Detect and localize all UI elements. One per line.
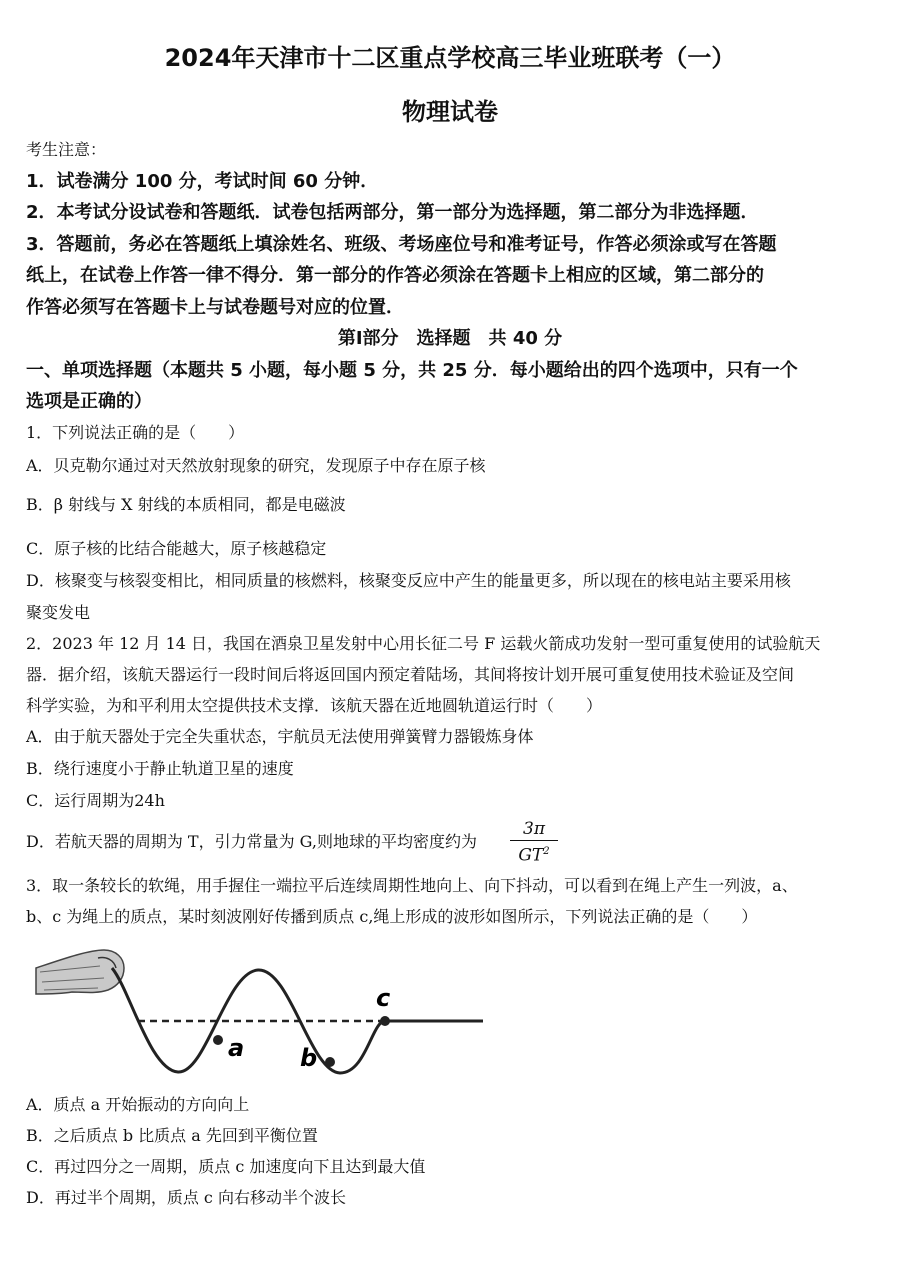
q1-option-a: A．贝克勒尔通过对天然放射现象的研究，发现原子中存在原子核: [26, 456, 486, 475]
section-intro-cont: 选项是正确的）: [26, 391, 152, 412]
notice-item-1: 1．试卷满分 100 分，考试时间 60 分钟．: [26, 171, 379, 192]
label-a: a: [228, 1034, 245, 1062]
q3-stem-cont: b、c 为绳上的质点，某时刻波刚好传播到质点 c,绳上形成的波形如图所示，下列说法正确的是（ ）: [26, 907, 758, 926]
q1-option-d-cont: 聚变发电: [26, 603, 91, 622]
hand-illustration: [36, 950, 124, 994]
label-c: c: [376, 984, 391, 1012]
q1-option-c: C．原子核的比结合能越大，原子核越稳定: [26, 539, 327, 558]
point-c: [380, 1016, 390, 1026]
q2-stem-end: 科学实验，为和平利用太空提供技术支撑．该航天器在近地圆轨道运行时（ ）: [26, 696, 603, 715]
q2-stem-cont: 器．据介绍，该航天器运行一段时间后将返回国内预定着陆场，其间将按计划开展可重复使用技术验证及空间: [26, 665, 795, 684]
point-a: [213, 1035, 223, 1045]
q2-option-c: C．运行周期为24h: [26, 791, 165, 810]
q1-stem: 1．下列说法正确的是（ ）: [26, 423, 245, 442]
point-b: [325, 1057, 335, 1067]
notice-item-3: 3．答题前，务必在答题纸上填涂姓名、班级、考场座位号和准考证号，作答必须涂或写在答题: [26, 234, 777, 255]
notice-heading: 考生注意：: [26, 140, 107, 159]
section-intro: 一、单项选择题（本题共 5 小题，每小题 5 分，共 25 分．每小题给出的四个选项中，只有一个: [26, 360, 798, 381]
notice-item-3-end: 作答必须写在答题卡上与试卷题号对应的位置．: [26, 297, 404, 318]
q2-option-b: B．绕行速度小于静止轨道卫星的速度: [26, 759, 294, 778]
label-b: b: [300, 1044, 318, 1072]
q2-option-a: A．由于航天器处于完全失重状态，宇航员无法使用弹簧臂力器锻炼身体: [26, 727, 534, 746]
fraction-numerator: 3π: [523, 819, 545, 839]
q1-option-b: B．β 射线与 X 射线的本质相同，都是电磁波: [26, 495, 346, 514]
notice-item-2: 2．本考试分设试卷和答题纸．试卷包括两部分，第一部分为选择题，第二部分为非选择题．: [26, 202, 759, 223]
q2-option-d: D．若航天器的周期为 T，引力常量为 G,则地球的平均密度约为: [26, 832, 477, 851]
exam-subtitle: 物理试卷: [402, 98, 498, 126]
section-title: 第Ⅰ部分 选择题 共 40 分: [337, 328, 563, 349]
q3-stem: 3．取一条较长的软绳，用手握住一端拉平后连续周期性地向上、向下抖动，可以看到在绳上产生一列波，a、: [26, 876, 798, 895]
q1-option-d: D．核聚变与核裂变相比，相同质量的核燃料，核聚变反应中产生的能量更多，所以现在的核电站主要采用核: [26, 571, 791, 590]
q3-option-b: B．之后质点 b 比质点 a 先回到平衡位置: [26, 1126, 318, 1145]
fraction-den-exponent: 2: [543, 846, 550, 857]
q2-stem: 2．2023 年 12 月 14 日，我国在酒泉卫星发射中心用长征二号 F 运载火箭成功发射一型可重复使用的试验航天: [26, 634, 821, 653]
q3-option-d: D．再过半个周期，质点 c 向右移动半个波长: [26, 1188, 346, 1207]
fraction-den-base: GT: [518, 845, 544, 866]
q3-option-a: A．质点 a 开始振动的方向向上: [26, 1095, 250, 1114]
notice-item-3-cont: 纸上，在试卷上作答一律不得分．第一部分的作答必须涂在答题卡上相应的区域，第二部分的: [26, 265, 764, 286]
exam-title: 2024年天津市十二区重点学校高三毕业班联考（一）: [164, 44, 736, 72]
q3-option-c: C．再过四分之一周期，质点 c 加速度向下且达到最大值: [26, 1157, 426, 1176]
